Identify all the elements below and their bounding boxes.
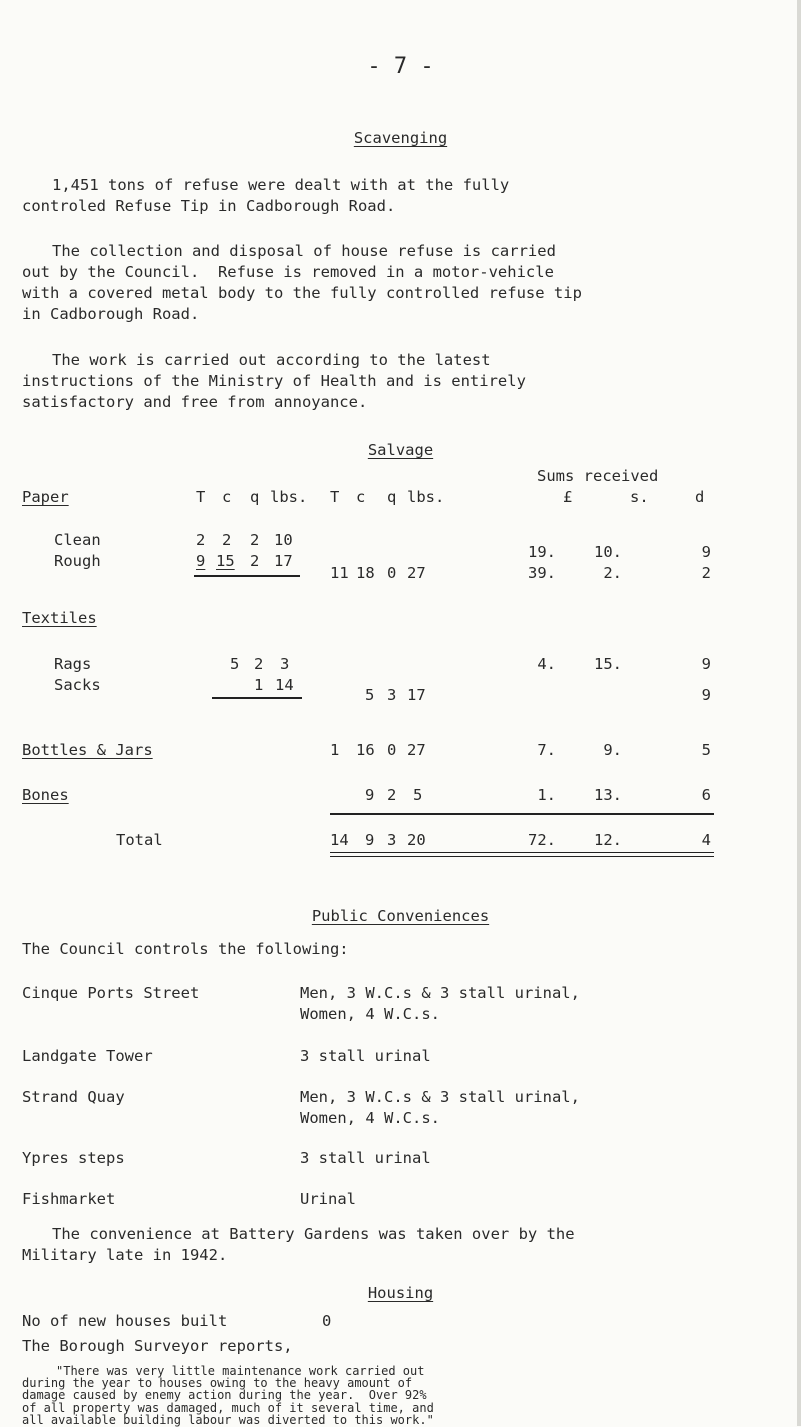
cell: 17	[274, 552, 293, 570]
convenience-detail: Women, 4 W.C.s.	[300, 1005, 440, 1023]
row-label: Rough	[54, 552, 101, 570]
cell: 13.	[594, 786, 622, 804]
cell: 27	[407, 564, 426, 582]
unit-header: lbs.	[407, 488, 445, 506]
convenience-detail: 3 stall urinal	[300, 1149, 431, 1167]
cell: 4	[701, 831, 711, 849]
cell: 2	[250, 531, 260, 549]
cell: 20	[407, 831, 426, 849]
col-paper-header: Paper	[22, 488, 69, 506]
cell: 5	[413, 786, 423, 804]
unit-header: T	[196, 488, 206, 506]
row-label: Sacks	[54, 676, 101, 694]
cell: 4.	[537, 655, 556, 673]
cell: 2	[387, 786, 397, 804]
cell: 3	[280, 655, 290, 673]
cell: 14	[330, 831, 349, 849]
cell: 9	[365, 786, 375, 804]
cell: 1	[254, 676, 264, 694]
row-label: Bones	[22, 786, 69, 804]
cell: 2	[254, 655, 264, 673]
cell: 0	[387, 741, 397, 759]
cell: 9	[701, 655, 711, 673]
cell: 5	[701, 741, 711, 759]
total-rule	[330, 813, 714, 815]
cell: 12.	[594, 831, 622, 849]
scavenging-p3-line1: The work is carried out according to the latest	[52, 351, 491, 369]
new-houses-value: 0	[322, 1312, 332, 1330]
surveyor-quote-line2: during the year to houses owing to the heavy amount of	[22, 1376, 413, 1391]
cell: 2.	[603, 564, 622, 582]
unit-header: d	[695, 488, 705, 506]
cell: 0	[387, 564, 397, 582]
cell: 2	[196, 531, 206, 549]
section-label-textiles: Textiles	[22, 609, 97, 627]
cell: 5	[365, 686, 375, 704]
scavenging-p2-line3: with a covered metal body to the fully controlled refuse tip	[22, 284, 582, 302]
cell: 14	[275, 676, 294, 694]
new-houses-label: No of new houses built	[22, 1312, 228, 1330]
cell: 9	[196, 552, 206, 570]
unit-header: c	[222, 488, 232, 506]
cell: 39.	[528, 564, 556, 582]
convenience-place: Ypres steps	[22, 1149, 125, 1167]
cell: 10.	[594, 543, 622, 561]
scavenging-heading: Scavenging	[353, 129, 448, 147]
scavenging-p3-line3: satisfactory and free from annoyance.	[22, 393, 368, 411]
cell: 19.	[528, 543, 556, 561]
convenience-detail: Men, 3 W.C.s & 3 stall urinal,	[300, 984, 580, 1002]
cell: 3	[387, 831, 397, 849]
subtotal-rule	[212, 697, 302, 699]
convenience-place: Landgate Tower	[22, 1047, 153, 1065]
cell: 18	[356, 564, 375, 582]
cell: 15.	[594, 655, 622, 673]
unit-header: lbs.	[270, 488, 308, 506]
cell: 5	[230, 655, 240, 673]
convenience-detail: 3 stall urinal	[300, 1047, 431, 1065]
convenience-place: Strand Quay	[22, 1088, 125, 1106]
cell: 17	[407, 686, 426, 704]
cell: 2	[701, 564, 711, 582]
scavenging-p2-line2: out by the Council. Refuse is removed in a motor-vehicle	[22, 263, 554, 281]
row-label: Rags	[54, 655, 92, 673]
scavenging-p3-line2: instructions of the Ministry of Health and is entirely	[22, 372, 526, 390]
surveyor-quote-line5: all available building labour was diverted to this work."	[22, 1412, 434, 1427]
unit-header: £	[563, 488, 573, 506]
cell: 2	[250, 552, 260, 570]
cell: 1	[330, 741, 340, 759]
battery-gardens-note-line2: Military late in 1942.	[22, 1246, 228, 1264]
page-edge-shadow	[797, 0, 801, 1426]
row-label: Clean	[54, 531, 101, 549]
salvage-heading: Salvage	[367, 441, 434, 459]
convenience-detail: Urinal	[300, 1190, 356, 1208]
cell: 2	[222, 531, 232, 549]
convenience-place: Cinque Ports Street	[22, 984, 200, 1002]
surveyor-quote-line3: damage caused by enemy action during the year. Over 92%	[22, 1388, 427, 1403]
cell: 11	[330, 564, 349, 582]
public-conveniences-intro: The Council controls the following:	[22, 940, 349, 958]
cell: 3	[387, 686, 397, 704]
unit-header: c	[356, 488, 366, 506]
cell: 1.	[537, 786, 556, 804]
sums-received-header: Sums received	[537, 467, 659, 485]
cell: 15	[216, 552, 235, 570]
convenience-place: Fishmarket	[22, 1190, 116, 1208]
surveyor-quote-line1: "There was very little maintenance work carried out	[56, 1364, 425, 1378]
scavenging-p1-line2: controled Refuse Tip in Cadborough Road.	[22, 197, 396, 215]
surveyor-quote-line4: of all property was damaged, much of it several time, and	[22, 1400, 434, 1415]
unit-header: q	[250, 488, 260, 506]
unit-header: T	[330, 488, 340, 506]
cell: 9.	[603, 741, 622, 759]
cell: 9	[701, 686, 711, 704]
row-label: Bottles & Jars	[22, 741, 153, 759]
cell: 9	[365, 831, 375, 849]
public-conveniences-heading: Public Conveniences	[311, 907, 490, 925]
scavenging-p2-line1: The collection and disposal of house refuse is carried	[52, 242, 556, 260]
grand-total-double-rule	[330, 852, 714, 857]
row-label: Total	[116, 831, 163, 849]
cell: 72.	[528, 831, 556, 849]
cell: 9	[701, 543, 711, 561]
page-number: - 7 -	[367, 54, 434, 79]
subtotal-rule	[194, 575, 300, 577]
scavenging-p1-line1: 1,451 tons of refuse were dealt with at the fully	[52, 176, 510, 194]
housing-heading: Housing	[367, 1284, 434, 1302]
convenience-detail: Men, 3 W.C.s & 3 stall urinal,	[300, 1088, 580, 1106]
surveyor-reports: The Borough Surveyor reports,	[22, 1337, 293, 1355]
unit-header: s.	[630, 488, 649, 506]
scavenging-p2-line4: in Cadborough Road.	[22, 305, 200, 323]
cell: 27	[407, 741, 426, 759]
cell: 10	[274, 531, 293, 549]
battery-gardens-note-line1: The convenience at Battery Gardens was taken over by the	[52, 1225, 575, 1243]
cell: 16	[356, 741, 375, 759]
cell: 7.	[537, 741, 556, 759]
unit-header: q	[387, 488, 397, 506]
cell: 6	[701, 786, 711, 804]
convenience-detail: Women, 4 W.C.s.	[300, 1109, 440, 1127]
